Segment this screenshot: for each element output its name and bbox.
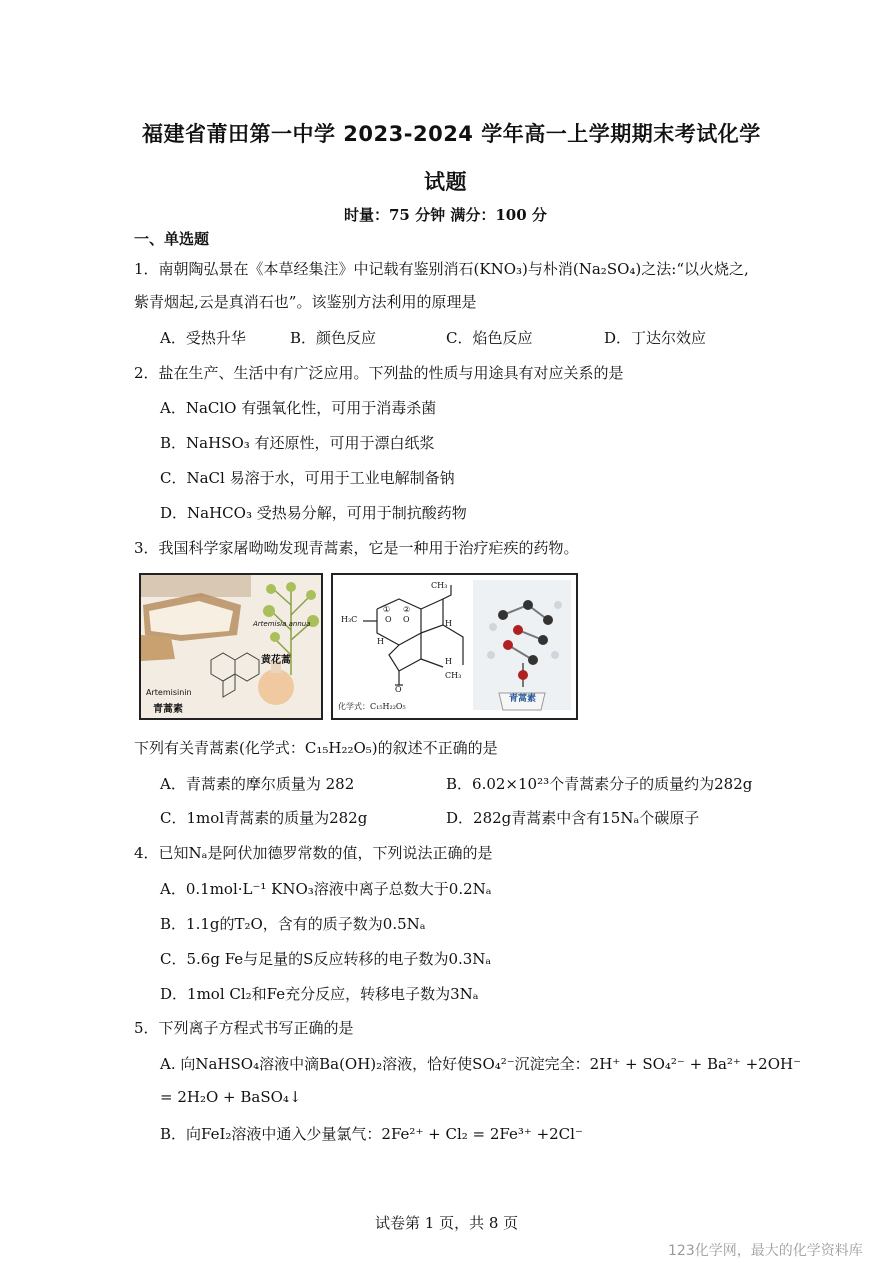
q4-stem: 4．已知Nₐ是阿伏加德罗常数的值，下列说法正确的是 (134, 844, 493, 862)
q3-prompt: 下列有关青蒿素(化学式：C₁₅H₂₂O₅)的叙述不正确的是 (134, 739, 498, 757)
q2-stem: 2．盐在生产、生活中有广泛应用。下列盐的性质与用途具有对应关系的是 (134, 364, 624, 382)
artemisia-label: Artemisia annua (253, 620, 311, 628)
artemisia-figure (139, 573, 323, 720)
watermark: 123化学网，最大的化学资料库 (668, 1243, 863, 1259)
page-title-line1: 福建省莆田第一中学 2023-2024 学年高一上学期期末考试化学 (142, 122, 761, 146)
q5-option-b: B．向FeI₂溶液中通入少量氯气：2Fe²⁺ + Cl₂ = 2Fe³⁺ +2Cl⁻ (160, 1125, 583, 1143)
ring-number-1: ① (383, 605, 391, 614)
q3-stem: 3．我国科学家屠呦呦发现青蒿素，它是一种用于治疗疟疾的药物。 (134, 539, 579, 557)
formula-caption: 化学式：C₁₅H₂₂O₅ (338, 702, 406, 711)
q3-option-d: D．282g青蒿素中含有15Nₐ个碳原子 (446, 809, 700, 827)
h-label-3: H (377, 637, 384, 646)
o-label-2: O (403, 615, 410, 624)
page-title-line2: 试题 (424, 170, 467, 194)
q3-option-c: C．1mol青蒿素的质量为282g (160, 809, 368, 827)
ring-number-2: ② (403, 605, 411, 614)
h-label-2: H (445, 657, 452, 666)
o-label-3: O (395, 685, 402, 694)
q2-option-a: A．NaClO 有强氧化性，可用于消毒杀菌 (160, 399, 437, 417)
h3c-label: H₃C (341, 615, 358, 624)
q2-option-b: B．NaHSO₃ 有还原性，可用于漂白纸浆 (160, 434, 435, 452)
h-label-1: H (445, 619, 452, 628)
q2-option-c: C．NaCl 易溶于水，可用于工业电解制备钠 (160, 469, 455, 487)
q4-option-b: B．1.1g的T₂O，含有的质子数为0.5Nₐ (160, 915, 426, 933)
section-heading: 一、单选题 (134, 230, 210, 248)
ch3-top-label: CH₃ (431, 581, 448, 590)
o-label-1: O (385, 615, 392, 624)
q4-option-d: D．1mol Cl₂和Fe充分反应，转移电子数为3Nₐ (160, 985, 479, 1003)
q4-option-c: C．5.6g Fe与足量的S反应转移的电子数为0.3Nₐ (160, 950, 492, 968)
structure-diagram (333, 575, 576, 718)
q1-option-b: B．颜色反应 (290, 329, 377, 347)
bottle-label: 青蒿素 (509, 694, 537, 704)
exam-subtitle: 时量：75 分钟 满分：100 分 (344, 206, 547, 224)
huanghuahao-label: 黄花蒿 (261, 655, 291, 666)
q1-option-a: A．受热升华 (160, 329, 246, 347)
q4-option-a: A．0.1mol·L⁻¹ KNO₃溶液中离子总数大于0.2Nₐ (160, 880, 492, 898)
q5-option-a-line2: = 2H₂O + BaSO₄↓ (160, 1088, 302, 1106)
ch3-right-label: CH₃ (445, 671, 462, 680)
q3-option-a: A．青蒿素的摩尔质量为 282 (160, 775, 355, 793)
q5-stem: 5．下列离子方程式书写正确的是 (134, 1019, 354, 1037)
page-footer: 试卷第 1 页，共 8 页 (375, 1214, 519, 1232)
artemisinin-label: Artemisinin (146, 688, 192, 697)
qinghaosu-label: 青蒿素 (153, 704, 183, 715)
q5-option-a-line1: A. 向NaHSO₄溶液中滴Ba(OH)₂溶液，恰好使SO₄²⁻沉淀完全：2H⁺ + SO₄²⁻ + Ba²⁺ +2OH⁻ (160, 1055, 802, 1073)
q1-option-d: D．丁达尔效应 (604, 329, 707, 347)
q1-stem-line2: 紫青烟起,云是真消石也”。该鉴别方法利用的原理是 (134, 293, 477, 311)
q1-stem-line1: 1．南朝陶弘景在《本草经集注》中记载有鉴别消石(KNO₃)与朴消(Na₂SO₄)之法:“以火烧之, (134, 260, 749, 278)
q2-option-d: D．NaHCO₃ 受热易分解，可用于制抗酸药物 (160, 504, 467, 522)
q3-option-b: B．6.02×10²³个青蒿素分子的质量约为282g (446, 775, 753, 793)
artemisinin-structure-figure (331, 573, 578, 720)
q1-option-c: C．焰色反应 (446, 329, 533, 347)
